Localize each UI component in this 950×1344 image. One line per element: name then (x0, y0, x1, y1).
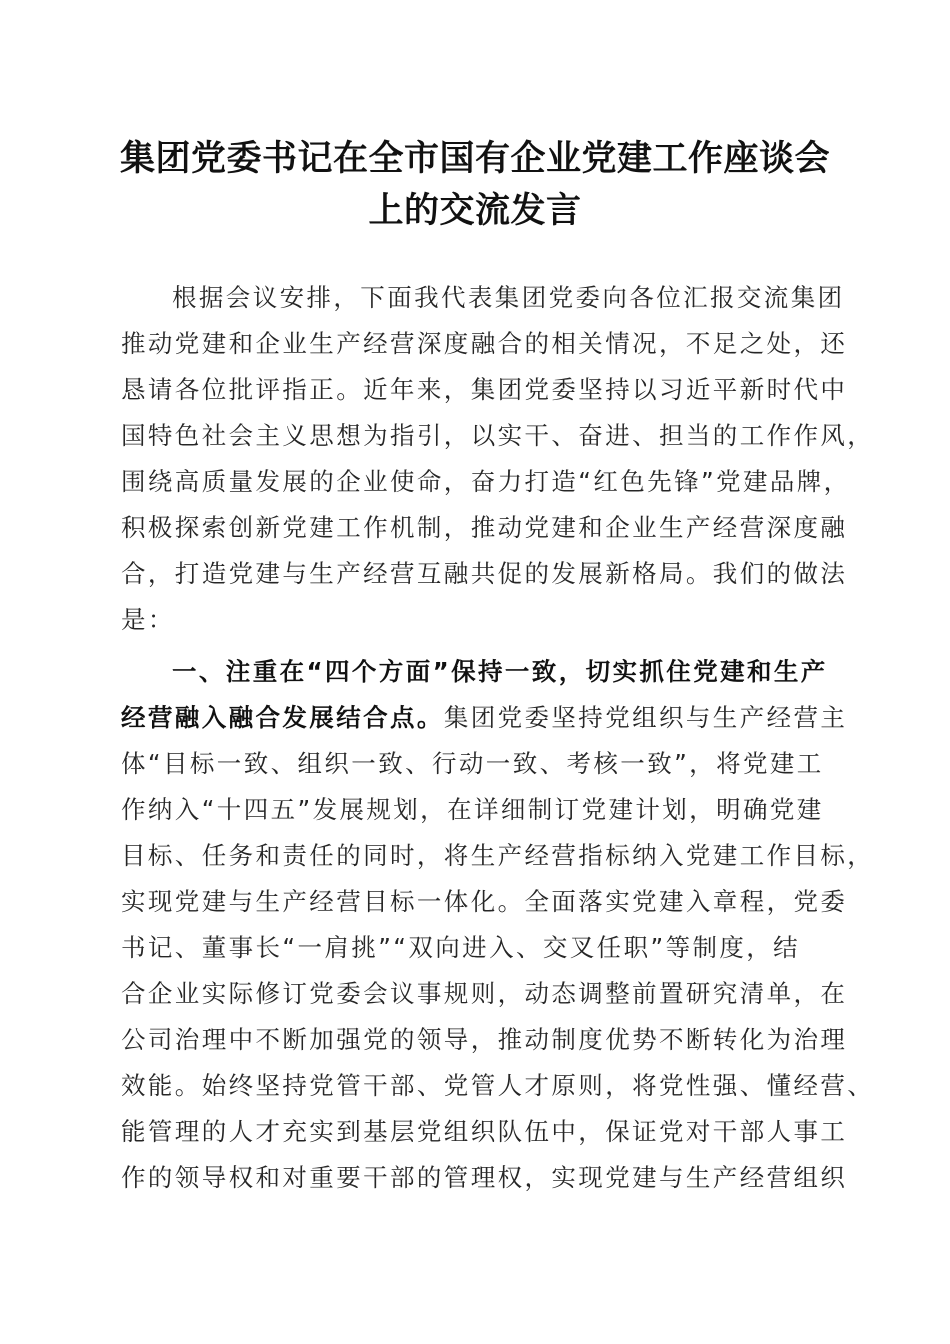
section-text: 集团党委坚持党组织与生产经营主 (443, 703, 848, 732)
section-line: 实现党建与生产经营目标一体化。全面落实党建入章程，党委 (121, 887, 848, 916)
section-line: 合企业实际修订党委会议事规则，动态调整前置研究清单，在 (121, 979, 848, 1008)
section-line: 书记、董事长“一肩挑”“双向进入、交叉任职”等制度，结 (121, 933, 801, 962)
document-body (121, 275, 875, 1201)
document-title (100, 133, 850, 237)
section-heading-text: 一、注重在“四个方面”保持一致，切实抓住党建和生产 (172, 657, 828, 686)
intro-line: 围绕高质量发展的企业使命，奋力打造“红色先锋”党建品牌， (121, 467, 851, 496)
section-line: 效能。始终坚持党管干部、党管人才原则，将党性强、懂经营、 (121, 1071, 875, 1100)
intro-line: 恳请各位批评指正。近年来，集团党委坚持以习近平新时代中 (121, 375, 848, 404)
section-heading-text: 经营融入融合发展结合点。 (121, 703, 444, 732)
title-line: 上的交流发言 (368, 190, 582, 231)
intro-line: 国特色社会主义思想为指引，以实干、奋进、担当的工作作风， (121, 421, 875, 450)
section-line (121, 695, 848, 741)
intro-line: 根据会议安排，下面我代表集团党委向各位汇报交流集团 (172, 283, 845, 312)
intro-line: 合，打造党建与生产经营互融共促的发展新格局。我们的做法 (121, 559, 848, 588)
section-line: 体“目标一致、组织一致、行动一致、考核一致”，将党建工 (121, 749, 824, 778)
intro-line: 是： (121, 605, 175, 634)
intro-line: 推动党建和企业生产经营深度融合的相关情况，不足之处，还 (121, 329, 848, 358)
section-heading (121, 649, 833, 695)
section-line: 作纳入“十四五”发展规划，在详细制订党建计划，明确党建 (121, 795, 824, 824)
title-line: 集团党委书记在全市国有企业党建工作座谈会 (119, 138, 830, 179)
intro-line: 积极探索创新党建工作机制，推动党建和企业生产经营深度融 (121, 513, 848, 542)
section-line: 公司治理中不断加强党的领导，推动制度优势不断转化为治理 (121, 1025, 848, 1054)
section-line: 目标、任务和责任的同时，将生产经营指标纳入党建工作目标， (121, 841, 875, 870)
section-line: 作的领导权和对重要干部的管理权，实现党建与生产经营组织 (121, 1163, 848, 1192)
section-line: 能管理的人才充实到基层党组织队伍中，保证党对干部人事工 (121, 1117, 848, 1146)
